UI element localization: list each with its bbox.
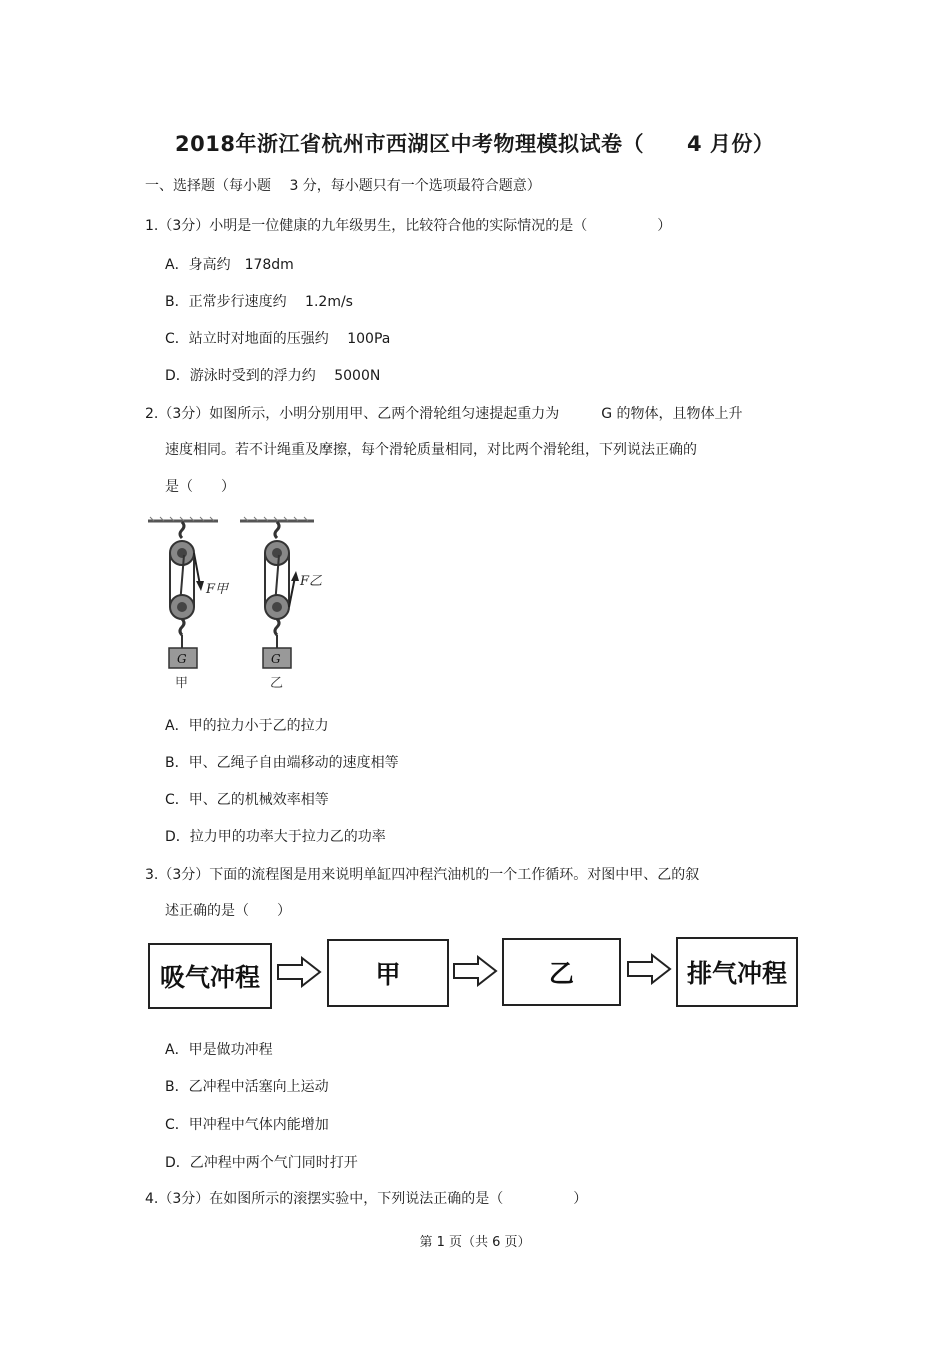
flow-box-jia: 甲 xyxy=(327,939,449,1007)
right-caption: 乙 xyxy=(270,676,284,691)
flow-box-exhaust-stroke: 排气冲程 xyxy=(676,937,798,1007)
flow-box-intake-stroke: 吸气冲程 xyxy=(148,943,272,1009)
question-2-stem-line-1: 2.（3分）如图所示，小明分别用甲、乙两个滑轮组匀速提起重力为 G 的物体，且物体上升 xyxy=(145,406,743,422)
question-2-option-a: A．甲的拉力小于乙的拉力 xyxy=(165,718,329,734)
left-force-label: F甲 xyxy=(206,582,229,597)
page-footer: 第 1 页（共 6 页） xyxy=(419,1235,531,1250)
question-2-option-b: B．甲、乙绳子自由端移动的速度相等 xyxy=(165,755,399,771)
right-pulley-system xyxy=(263,522,299,668)
question-4-stem: 4.（3分）在如图所示的滚摆实验中，下列说法正确的是（ ） xyxy=(145,1191,588,1207)
right-ceiling xyxy=(240,517,314,521)
question-1-option-c: C．站立时对地面的压强约 100Pa xyxy=(165,331,391,347)
question-2-option-c: C．甲、乙的机械效率相等 xyxy=(165,792,329,808)
left-weight-label: G xyxy=(177,652,187,666)
right-force-label: F乙 xyxy=(300,574,323,589)
section-heading: 一、选择题（每小题 3 分，每小题只有一个选项最符合题意） xyxy=(145,178,541,194)
pulley-diagram xyxy=(140,515,330,695)
question-2-stem-line-3: 是（ ） xyxy=(165,479,235,495)
question-3-option-b: B．乙冲程中活塞向上运动 xyxy=(165,1079,329,1095)
question-3-option-c: C．甲冲程中气体内能增加 xyxy=(165,1117,329,1133)
flow-box-yi: 乙 xyxy=(502,938,621,1006)
question-2-stem-line-2: 速度相同。若不计绳重及摩擦，每个滑轮质量相同，对比两个滑轮组，下列说法正确的 xyxy=(165,442,697,458)
question-1-stem: 1.（3分）小明是一位健康的九年级男生，比较符合他的实际情况的是（ ） xyxy=(145,218,672,234)
question-3-option-d: D．乙冲程中两个气门同时打开 xyxy=(165,1155,358,1171)
question-3-stem-line-1: 3.（3分）下面的流程图是用来说明单缸四冲程汽油机的一个工作循环。对图中甲、乙的叙 xyxy=(145,867,700,883)
page-title: 2018年浙江省杭州市西湖区中考物理模拟试卷（ 4 月份） xyxy=(175,132,775,156)
question-3-option-a: A．甲是做功冲程 xyxy=(165,1042,273,1058)
question-1-option-d: D．游泳时受到的浮力约 5000N xyxy=(165,368,381,384)
question-1-option-b: B．正常步行速度约 1.2m/s xyxy=(165,294,353,310)
flow-arrow-3-icon xyxy=(626,953,672,985)
right-weight-label: G xyxy=(271,652,281,666)
flow-arrow-2-icon xyxy=(452,955,498,987)
left-pulley-system xyxy=(169,522,204,668)
question-1-option-a: A．身高约 178dm xyxy=(165,257,294,273)
flow-arrow-1-icon xyxy=(276,956,322,988)
question-3-stem-line-2: 述正确的是（ ） xyxy=(165,903,291,919)
question-2-option-d: D．拉力甲的功率大于拉力乙的功率 xyxy=(165,829,386,845)
left-caption: 甲 xyxy=(175,676,189,691)
left-ceiling xyxy=(148,517,218,521)
